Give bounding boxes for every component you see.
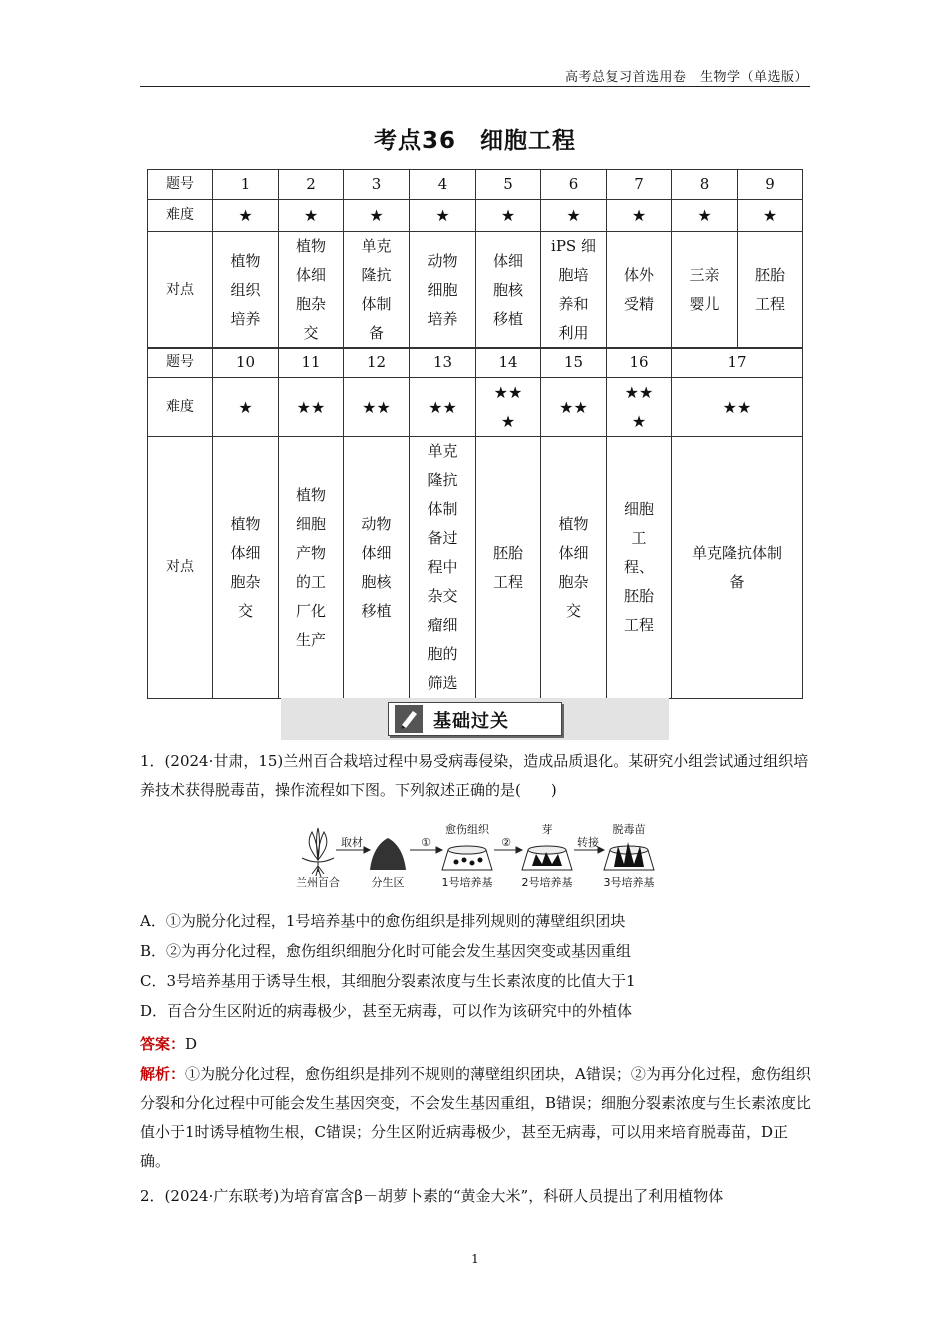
row-label: 难度 [148, 200, 213, 232]
question-number: 16 [607, 348, 672, 378]
culture-dish-2-icon [522, 846, 572, 870]
table2-topic-row [148, 437, 803, 699]
topic-cell: 植物 体细 胞杂 交 [213, 437, 279, 699]
topic-table-2 [147, 347, 803, 699]
topic-cell: 三亲 婴儿 [672, 232, 738, 349]
analysis-text: ①为脱分化过程，愈伤组织是排列不规则的薄壁组织团块，A错误；②为再分化过程，愈伤组织分裂和分化过程中可能会发生基因突变，不会发生基因重组，B错误；细胞分裂素浓度与生长素浓度比值小于1时诱导植物生根，C错误；分生区附近病毒极少，甚至无病毒，可以用来培育脱毒苗，D正确。 [140, 1065, 812, 1170]
question-number: 17 [672, 348, 803, 378]
difficulty-stars: ★★ [279, 378, 344, 437]
table1-topic-row [148, 232, 803, 349]
table2-number-row [148, 348, 803, 378]
topic-cell: 胚胎 工程 [738, 232, 803, 349]
flow-top-label: 芽 [541, 823, 553, 836]
option-a: A．①为脱分化过程，1号培养基中的愈伤组织是排列规则的薄壁组织团块 [140, 912, 626, 930]
topic-cell: 植物 细胞 产物 的工 厂化 生产 [279, 437, 344, 699]
question-number: 12 [344, 348, 410, 378]
difficulty-stars: ★ [541, 200, 607, 232]
pencil-icon [395, 705, 423, 733]
question-number: 14 [476, 348, 541, 378]
question-number: 7 [607, 170, 672, 200]
answer-key: 答案： [140, 1035, 186, 1053]
question-1-stem: 1．(2024·甘肃，15)兰州百合栽培过程中易受病毒侵染，造成品质退化。某研究小组尝试通过组织培养技术获得脱毒苗，操作流程如下图。下列叙述正确的是( ) [140, 752, 809, 799]
flow-stage-label: 分生区 [371, 876, 405, 889]
question-number: 6 [541, 170, 607, 200]
question-number: 3 [344, 170, 410, 200]
topic-table-1 [147, 169, 803, 349]
topic-cell: 植物 体细 胞杂 交 [279, 232, 344, 349]
flow-arrow-label: ② [501, 836, 511, 849]
difficulty-stars: ★ [476, 200, 541, 232]
topic-cell: 植物 组织 培养 [213, 232, 279, 349]
difficulty-stars: ★ [672, 200, 738, 232]
difficulty-stars: ★ [410, 200, 476, 232]
section-banner [281, 698, 669, 740]
flow-top-label: 脱毒苗 [612, 823, 646, 836]
difficulty-stars: ★ [279, 200, 344, 232]
table1-difficulty-row [148, 200, 803, 232]
row-label: 题号 [148, 170, 213, 200]
question-number: 9 [738, 170, 803, 200]
question-number: 11 [279, 348, 344, 378]
row-label: 对点 [148, 437, 213, 699]
flow-stage-label: 兰州百合 [296, 876, 340, 889]
flow-stage-label: 2号培养基 [521, 876, 573, 889]
page-number: 1 [471, 1252, 479, 1266]
difficulty-stars: ★ [213, 378, 279, 437]
question-number: 2 [279, 170, 344, 200]
option-c: C．3号培养基用于诱导生根，其细胞分裂素浓度与生长素浓度的比值大于1 [140, 972, 636, 990]
difficulty-stars: ★★ ★ [607, 378, 672, 437]
flow-arrow-label: 转接 [577, 836, 599, 849]
topic-cell: 胚胎 工程 [476, 437, 541, 699]
difficulty-stars: ★★ [672, 378, 803, 437]
analysis-block [140, 1060, 815, 1176]
topic-cell: 细胞 工 程、 胚胎 工程 [607, 437, 672, 699]
flow-arrow-label: ① [421, 836, 431, 849]
question-number: 1 [213, 170, 279, 200]
meristem-icon [370, 838, 406, 870]
question-number: 5 [476, 170, 541, 200]
topic-cell: 单克 隆抗 体制 备过 程中 杂交 瘤细 胞的 筛选 [410, 437, 476, 699]
question-number: 8 [672, 170, 738, 200]
difficulty-stars: ★ [213, 200, 279, 232]
question-number: 4 [410, 170, 476, 200]
topic-cell: 动物 细胞 培养 [410, 232, 476, 349]
tissue-culture-flow-diagram [290, 820, 660, 892]
question-2-stem: 2．(2024·广东联考)为培育富含β－胡萝卜素的“黄金大米”，科研人员提出了利用植物体 [140, 1187, 724, 1205]
topic-cell: iPS 细 胞培 养和 利用 [541, 232, 607, 349]
difficulty-stars: ★ [607, 200, 672, 232]
topic-cell: 单克隆抗体制 备 [672, 437, 803, 699]
answer-value: D [185, 1035, 198, 1053]
question-number: 15 [541, 348, 607, 378]
table2-difficulty-row [148, 378, 803, 437]
option-d: D．百合分生区附近的病毒极少，甚至无病毒，可以作为该研究中的外植体 [140, 1002, 633, 1020]
page-title: 考点36 细胞工程 [373, 128, 576, 154]
row-label: 难度 [148, 378, 213, 437]
header-text: 高考总复习首选用卷 生物学（单选版） [564, 70, 808, 85]
topic-cell: 体细 胞核 移植 [476, 232, 541, 349]
topic-cell: 体外 受精 [607, 232, 672, 349]
culture-dish-1-icon [442, 846, 492, 870]
topic-cell: 动物 体细 胞核 移植 [344, 437, 410, 699]
topic-cell: 单克 隆抗 体制 备 [344, 232, 410, 349]
answer-line [140, 1030, 815, 1059]
culture-dish-3-icon [604, 842, 654, 870]
page-header [140, 64, 810, 87]
option-b: B．②为再分化过程，愈伤组织细胞分化时可能会发生基因突变或基因重组 [140, 942, 632, 960]
flow-top-label: 愈伤组织 [445, 823, 489, 836]
difficulty-stars: ★★ ★ [476, 378, 541, 437]
flow-stage-label: 1号培养基 [441, 876, 493, 889]
table1-number-row [148, 170, 803, 200]
section-label: 基础过关 [433, 711, 509, 732]
row-label: 题号 [148, 348, 213, 378]
analysis-key: 解析： [140, 1065, 186, 1083]
topic-cell: 植物 体细 胞杂 交 [541, 437, 607, 699]
difficulty-stars: ★ [738, 200, 803, 232]
lily-plant-icon [302, 828, 334, 877]
section-tag [388, 702, 562, 736]
difficulty-stars: ★★ [410, 378, 476, 437]
row-label: 对点 [148, 232, 213, 349]
difficulty-stars: ★★ [344, 378, 410, 437]
flow-stage-label: 3号培养基 [603, 876, 655, 889]
question-number: 13 [410, 348, 476, 378]
question-number: 10 [213, 348, 279, 378]
difficulty-stars: ★★ [541, 378, 607, 437]
flow-arrow-label: 取材 [341, 836, 363, 849]
difficulty-stars: ★ [344, 200, 410, 232]
